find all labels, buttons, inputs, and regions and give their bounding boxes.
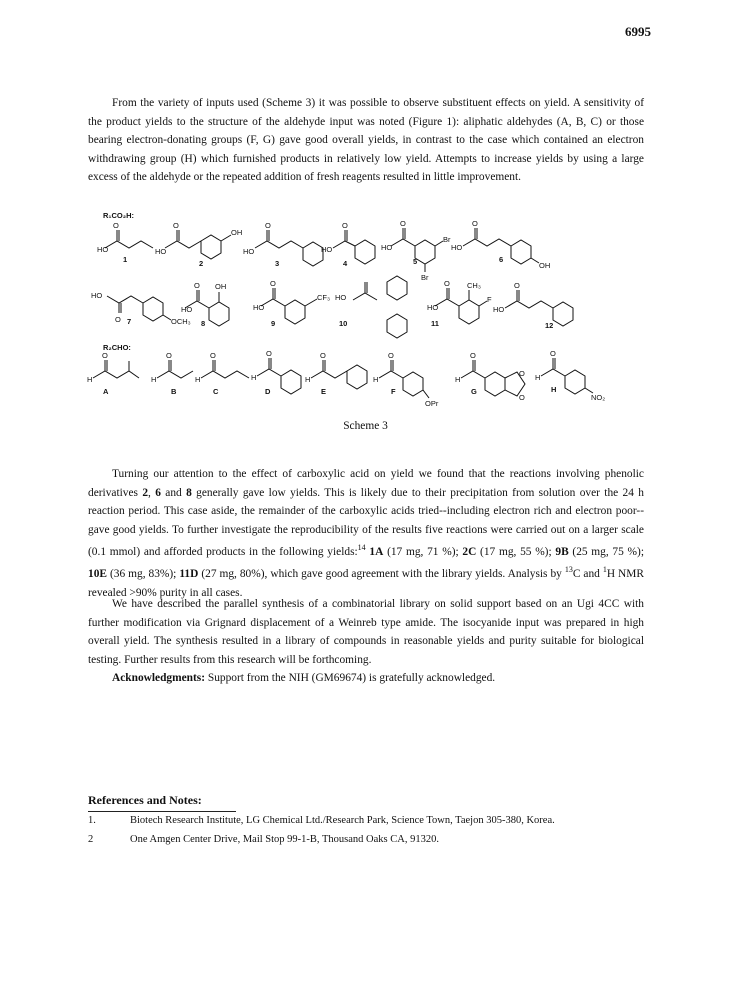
atom-label: O xyxy=(113,221,119,230)
references-rule xyxy=(88,811,236,812)
atom-label: HO xyxy=(155,247,167,256)
compound-number: 12 xyxy=(545,321,554,330)
r2-label: R₂CHO: xyxy=(103,343,131,352)
atom-label: HO xyxy=(321,245,333,254)
reference-number: 1. xyxy=(88,815,96,826)
atom-label: OPr xyxy=(425,399,439,408)
compound-letter: C xyxy=(213,387,219,396)
reference-text: One Amgen Center Drive, Mail Stop 99-1-B, Thousand Oaks CA, 91320. xyxy=(130,834,439,845)
scheme-caption: Scheme 3 xyxy=(343,420,388,432)
atom-label: HO xyxy=(335,293,347,302)
atom-label: O xyxy=(400,219,406,228)
atom-label: O xyxy=(266,349,272,358)
compound-number: 2 xyxy=(199,259,204,268)
atom-label: OH xyxy=(215,282,227,291)
compound-letter: D xyxy=(265,387,271,396)
compound-number: 11 xyxy=(431,319,439,328)
atom-label: HO xyxy=(243,247,255,256)
atom-label: HO xyxy=(91,291,103,300)
atom-label: H xyxy=(251,373,257,382)
atom-label: O xyxy=(210,351,216,360)
atom-label: H xyxy=(535,373,541,382)
atom-label: OH xyxy=(539,261,551,270)
atom-label: O xyxy=(444,279,450,288)
atom-label: HO xyxy=(451,243,463,252)
paragraph-carboxylic-acid-effect: Turning our attention to the effect of carboxylic acid on yield we found that the reactions involving phenolic derivatives 2, 6 and 8 generally gave low yields. This is likely due to their precipitation from solution over the 24 h reaction period. This case aside, the remainder of the carboxylic acids tried--including electron rich and electron poor--gave good yields. To further investigate the reproducibility of the results five reactions were carried out on a larger scale (0.1 mmol) and afforded products in the following yields:$^{14}$ 1A (17 mg, 71 %); 2C (17 mg, 55 %); 9B (25 mg, 75 %); 10E (36 mg, 83%); 11D (27 mg, 80%), which gave good agreement with the library yields. Analysis by $^{13}$C and $^1$H NMR revealed >90% purity in all cases. xyxy=(88,468,644,599)
compound-letter: B xyxy=(171,387,177,396)
atom-label: O xyxy=(470,351,476,360)
atom-label: H xyxy=(373,375,379,384)
scheme-3-structures xyxy=(85,210,645,435)
atom-label: HO xyxy=(181,305,193,314)
atom-label: CH₃ xyxy=(467,281,481,290)
atom-label: O xyxy=(102,351,108,360)
atom-label: O xyxy=(194,281,200,290)
atom-label: OCH₃ xyxy=(171,317,191,326)
acknowledgments: Acknowledgments: Support from the NIH (GM69674) is gratefully acknowledged. xyxy=(112,672,496,684)
atom-label: NO₂ xyxy=(591,393,606,402)
atom-label: O xyxy=(320,351,326,360)
atom-label: H xyxy=(305,375,311,384)
atom-label: HO xyxy=(253,303,265,312)
compound-number: 9 xyxy=(271,319,276,328)
compound-number: 3 xyxy=(275,259,280,268)
atom-label: O xyxy=(388,351,394,360)
atom-label: H xyxy=(151,375,157,384)
compound-letter: G xyxy=(471,387,477,396)
compound-number: 7 xyxy=(127,317,132,326)
r1-label: R₁CO₂H: xyxy=(103,211,135,220)
compound-number: 6 xyxy=(499,255,504,264)
compound-letter: F xyxy=(391,387,396,396)
atom-label: HO xyxy=(493,305,505,314)
atom-label: Br xyxy=(443,235,451,244)
paragraph-conclusion: We have described the parallel synthesis of a combinatorial library on solid support based on an Ugi 4CC with further modification via Grignard displacement of a Weinreb type amide. The isocyanide input was prepared in high overall yield. The synthesis resulted in a library of compounds in reasonable yields and purity suitable for biological testing. Further results from this research will be forthcoming. xyxy=(88,598,644,666)
atom-label: OH xyxy=(231,228,243,237)
page-number: 6995 xyxy=(625,24,651,39)
atom-label: O xyxy=(519,393,525,402)
chemical-structures-drawing xyxy=(85,210,645,435)
atom-label: O xyxy=(342,221,348,230)
atom-label: HO xyxy=(97,245,109,254)
atom-label: O xyxy=(265,221,271,230)
compound-number: 10 xyxy=(339,319,348,328)
compound-number: 1 xyxy=(123,255,128,264)
atom-label: HO xyxy=(427,303,439,312)
atom-label: Br xyxy=(421,273,429,282)
atom-label: H xyxy=(87,375,93,384)
atom-label: H xyxy=(455,375,461,384)
atom-label: O xyxy=(519,369,525,378)
atom-label: HO xyxy=(381,243,393,252)
compound-letter: H xyxy=(551,385,557,394)
atom-label: O xyxy=(472,219,478,228)
paragraph-substituent-effects: From the variety of inputs used (Scheme 3) it was possible to observe substituent effects on yield. A sensitivity of the product yields to the structure of the aldehyde input was noted (Figure 1): aliphatic aldehydes (A, B, C) or those bearing electron-donating groups (F, G) gave good overall yields, in contrast to the case which contained an electron withdrawing group (H) which furnished products in relatively low yield. Attempts to increase yields by using a large excess of the aldehyde or the repeated addition of fresh reagents resulted in little improvement. xyxy=(88,97,644,183)
compound-number: 8 xyxy=(201,319,206,328)
compound-letter: E xyxy=(321,387,327,396)
reference-number: 2 xyxy=(88,834,94,845)
atom-label: O xyxy=(270,279,276,288)
atom-label: H xyxy=(195,375,201,384)
atom-label: O xyxy=(115,315,121,324)
compound-number: 4 xyxy=(343,259,348,268)
atom-label: O xyxy=(514,281,520,290)
atom-label: O xyxy=(173,221,179,230)
references-heading: References and Notes: xyxy=(88,793,202,807)
reference-text: Biotech Research Institute, LG Chemical Ltd./Research Park, Science Town, Taejon 305-380, Korea. xyxy=(130,815,555,826)
atom-label: F xyxy=(487,295,492,304)
compound-number: 5 xyxy=(413,257,418,266)
compound-letter: A xyxy=(103,387,109,396)
atom-label: O xyxy=(550,349,556,358)
atom-label: CF₃ xyxy=(317,293,331,302)
atom-label: O xyxy=(166,351,172,360)
